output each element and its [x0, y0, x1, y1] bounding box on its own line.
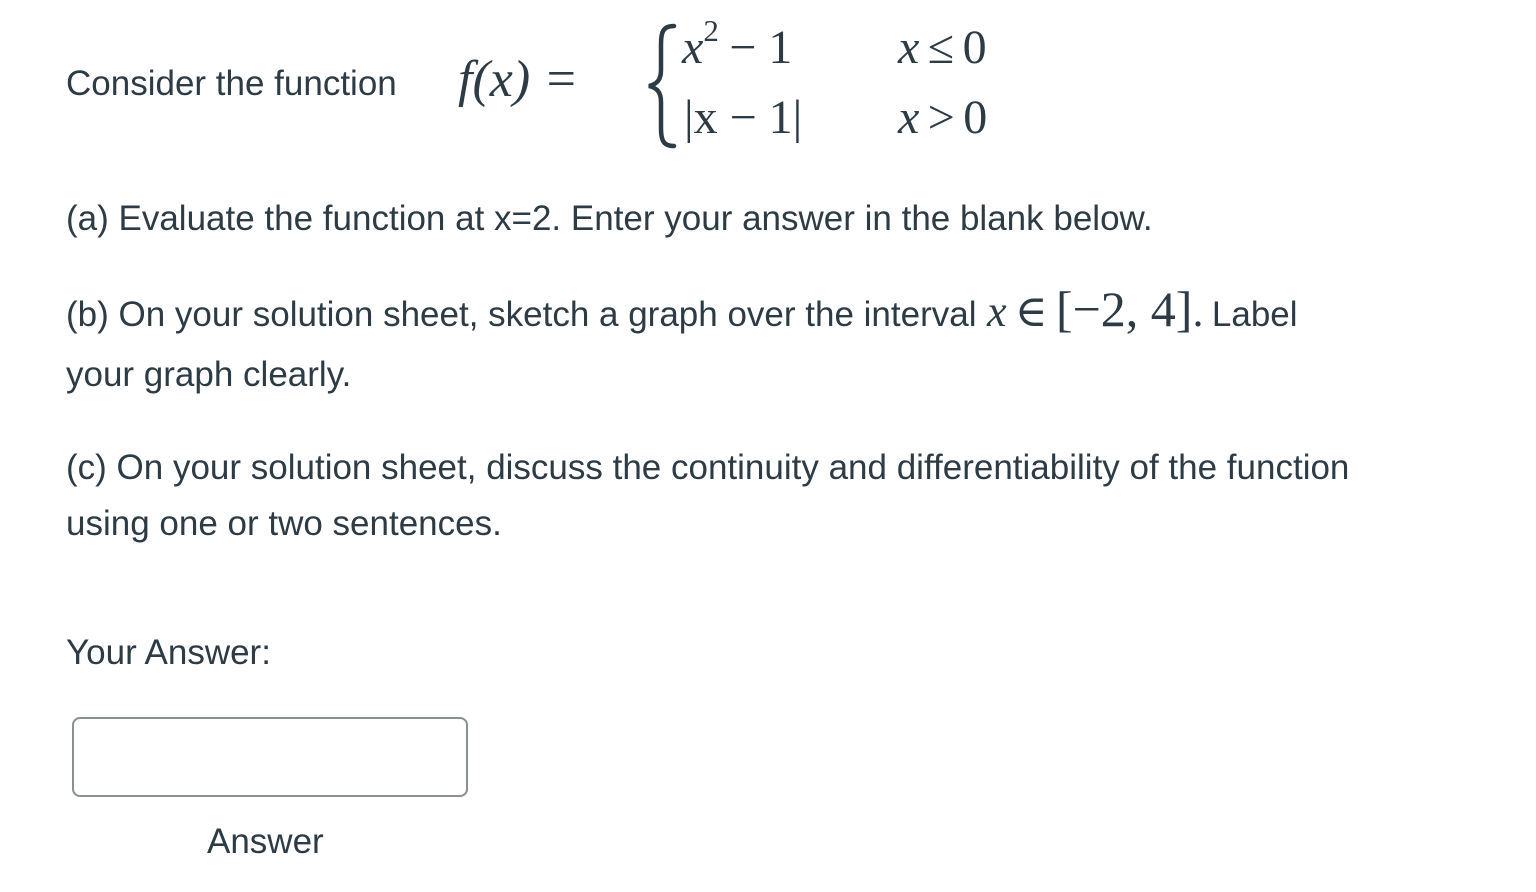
- case-2-cond-val: 0: [963, 91, 988, 144]
- answer-input[interactable]: [72, 717, 468, 797]
- part-b-element-of: ∈: [1014, 287, 1048, 336]
- cases-brace-icon: [646, 22, 680, 150]
- part-b-interval: [−2, 4]: [1055, 281, 1193, 337]
- case-1-rest: − 1: [729, 21, 793, 74]
- part-b-variable: x: [986, 287, 1007, 336]
- case-1-condition: [898, 20, 987, 75]
- case-1-cond-val: 0: [962, 21, 987, 74]
- intro-text: Consider the function: [66, 64, 397, 103]
- case-2-cond-var: x: [898, 91, 920, 144]
- part-b-text-before: (b) On your solution sheet, sketch a graph over the interval: [66, 295, 977, 334]
- part-c-line-1: (c) On your solution sheet, discuss the continuity and differentiability of the function: [66, 448, 1350, 487]
- part-b-dot: .: [1192, 287, 1204, 336]
- case-1-cond-op: ≤: [927, 21, 955, 74]
- case-2-condition: [898, 90, 987, 145]
- part-c-line-2: using one or two sentences.: [66, 504, 502, 543]
- case-2-expression: [684, 90, 802, 145]
- case-2-cond-op: >: [927, 91, 955, 144]
- case-1-cond-var: x: [898, 21, 920, 74]
- case-1-expression: [682, 13, 793, 75]
- function-lhs: [458, 50, 576, 109]
- case-2-expr: |x − 1|: [684, 91, 803, 144]
- answer-heading: Your Answer:: [66, 633, 271, 672]
- part-a-text: (a) Evaluate the function at x=2. Enter your answer in the blank below.: [66, 199, 1153, 238]
- part-b-line-2: your graph clearly.: [66, 355, 352, 394]
- equals-sign: =: [546, 51, 576, 108]
- function-argument: (x): [472, 51, 531, 108]
- case-1-base: x: [682, 21, 704, 74]
- part-b-line-1: [66, 280, 1298, 338]
- case-1-exponent: 2: [703, 13, 719, 48]
- function-name: f: [458, 51, 473, 108]
- answer-label: Answer: [207, 822, 324, 861]
- part-b-text-after: Label: [1211, 295, 1298, 334]
